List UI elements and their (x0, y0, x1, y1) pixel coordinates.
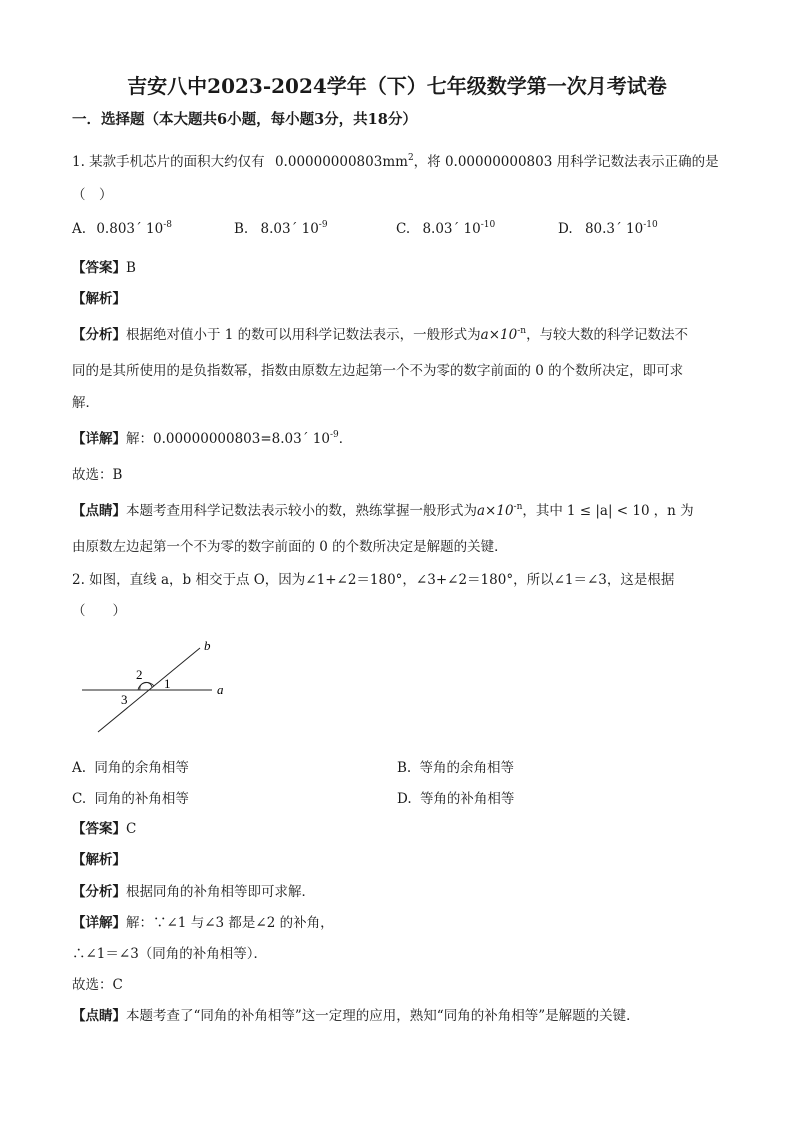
q1-fenxi-line2: 同的是其所使用的是负指数幂，指数由原数左边起第一个不为零的数字前面的 0 的个数所决定，即可求 (72, 363, 684, 379)
q2-stem: 2. 如图，直线 a，b 相交于点 O，因为∠1+∠2＝180°，∠3+∠2＝180°，所以∠1＝∠3，这是根据 (72, 572, 675, 588)
xiangjie-exp: -9 (329, 430, 339, 440)
q2-analysis-tag: 【解析】 (72, 852, 126, 868)
xiangjie-tag: 【详解】 (72, 431, 126, 447)
q2-guxuan: 故选：C (72, 977, 123, 993)
option-exp: -10 (480, 220, 496, 230)
xiangjie-text: 解：0.00000000803=8.03´ 10 (126, 431, 330, 447)
xiangjie-tag: 【详解】 (72, 915, 126, 931)
q2-option-c (72, 787, 189, 807)
q1-fenxi-line3: 解． (72, 395, 99, 411)
xiangjie-end: ． (338, 431, 353, 447)
q1-paren: （ ） (72, 187, 113, 203)
intersecting-lines-figure (80, 636, 240, 736)
dianjing-text: 本题考查了“同角的补角相等”这一定理的应用，熟知“同角的补角相等”是解题的关键． (126, 1008, 640, 1024)
option-exp: -8 (163, 220, 172, 230)
label-angle-2: 2 (136, 667, 143, 682)
option-text: 同角的余角相等 (94, 760, 189, 776)
q1-option-b (234, 220, 328, 237)
option-label: D. (397, 791, 412, 807)
q1-stem-b: ，将 0.00000000803 用科学记数法表示正确的是 (413, 154, 719, 170)
q2-dianjing (72, 1004, 640, 1024)
dianjing-text-2: ，其中 (522, 503, 563, 519)
q2-option-d (397, 787, 514, 807)
option-exp: -10 (643, 220, 658, 230)
option-base: 8.03´ 10 (260, 221, 319, 237)
fenxi-tag: 【分析】 (72, 327, 126, 343)
q1-guxuan: 故选：B (72, 467, 123, 483)
option-base: 0.803´ 10 (96, 221, 164, 237)
fenxi-text: 根据同角的补角相等即可求解． (126, 884, 315, 900)
option-base: 80.3´ 10 (584, 221, 644, 237)
option-text: 等角的余角相等 (419, 760, 515, 776)
q1-answer (72, 256, 136, 276)
fenxi-form-exp: -n (517, 326, 527, 336)
q1-option-c (396, 220, 495, 237)
fenxi-form: a×10 (480, 327, 518, 343)
option-label: A. (72, 221, 87, 237)
q1-stem-a: 1. 某款手机芯片的面积大约仅有 (72, 154, 265, 170)
q1-stem (72, 150, 719, 170)
page-title: 吉安八中2023-2024学年（下）七年级数学第一次月考试卷 (127, 74, 667, 98)
dianjing-form: a×10 (477, 503, 514, 519)
label-b: b (204, 638, 211, 653)
q2-option-b (397, 756, 514, 776)
q1-option-a (72, 220, 172, 237)
answer-tag: 【答案】 (72, 260, 126, 276)
answer-value: C (126, 821, 137, 837)
q1-xiangjie (72, 427, 352, 447)
option-label: B. (397, 760, 412, 776)
option-exp: -9 (318, 220, 328, 230)
option-text: 等角的补角相等 (419, 791, 515, 807)
q2-option-a (72, 756, 189, 776)
option-text: 同角的补角相等 (94, 791, 189, 807)
q1-sup: 2 (407, 153, 414, 163)
dianjing-text: 本题考查用科学记数法表示较小的数，熟练掌握一般形式为 (126, 503, 477, 519)
fenxi-text-2: ，与较大数的科学记数法不 (526, 327, 689, 343)
q2-xiangjie-line2: ∴∠1＝∠3（同角的补角相等）． (72, 946, 268, 962)
option-base: 8.03´ 10 (422, 221, 481, 237)
option-label: B. (234, 221, 249, 237)
q1-fenxi-line1 (72, 323, 688, 343)
q1-analysis-tag: 【解析】 (72, 291, 126, 307)
option-label: A. (72, 760, 87, 776)
option-label: C. (396, 221, 411, 237)
label-angle-1: 1 (164, 676, 171, 691)
option-label: C. (72, 791, 87, 807)
xiangjie-text: 解：∵∠1 与∠3 都是∠2 的补角， (126, 915, 334, 931)
label-a: a (217, 682, 224, 697)
fenxi-tag: 【分析】 (72, 884, 126, 900)
q2-answer (72, 817, 136, 837)
answer-value: B (126, 260, 136, 276)
dianjing-text-3: ，n 为 (653, 503, 694, 519)
dianjing-form-exp: -n (513, 502, 523, 512)
section-heading: 一．选择题（本大题共6小题，每小题3分，共18分） (72, 111, 417, 128)
label-angle-3: 3 (121, 692, 128, 707)
q2-xiangjie-line1 (72, 911, 334, 931)
answer-tag: 【答案】 (72, 821, 126, 837)
dianjing-tag: 【点睛】 (72, 503, 126, 519)
q1-option-d (558, 220, 658, 237)
q1-number: 0.00000000803mm (274, 154, 408, 170)
fenxi-text: 根据绝对值小于 1 的数可以用科学记数法表示，一般形式为 (126, 327, 481, 343)
q1-dianjing-line2: 由原数左边起第一个不为零的数字前面的 0 的个数所决定是解题的关键． (72, 539, 508, 555)
q1-dianjing-line1 (72, 499, 694, 519)
dianjing-tag: 【点睛】 (72, 1008, 126, 1024)
q2-paren: （ ） (72, 603, 126, 619)
dianjing-condition: 1 ≤ |a| < 10 (566, 503, 650, 519)
option-label: D. (558, 221, 573, 237)
q2-fenxi (72, 880, 315, 900)
